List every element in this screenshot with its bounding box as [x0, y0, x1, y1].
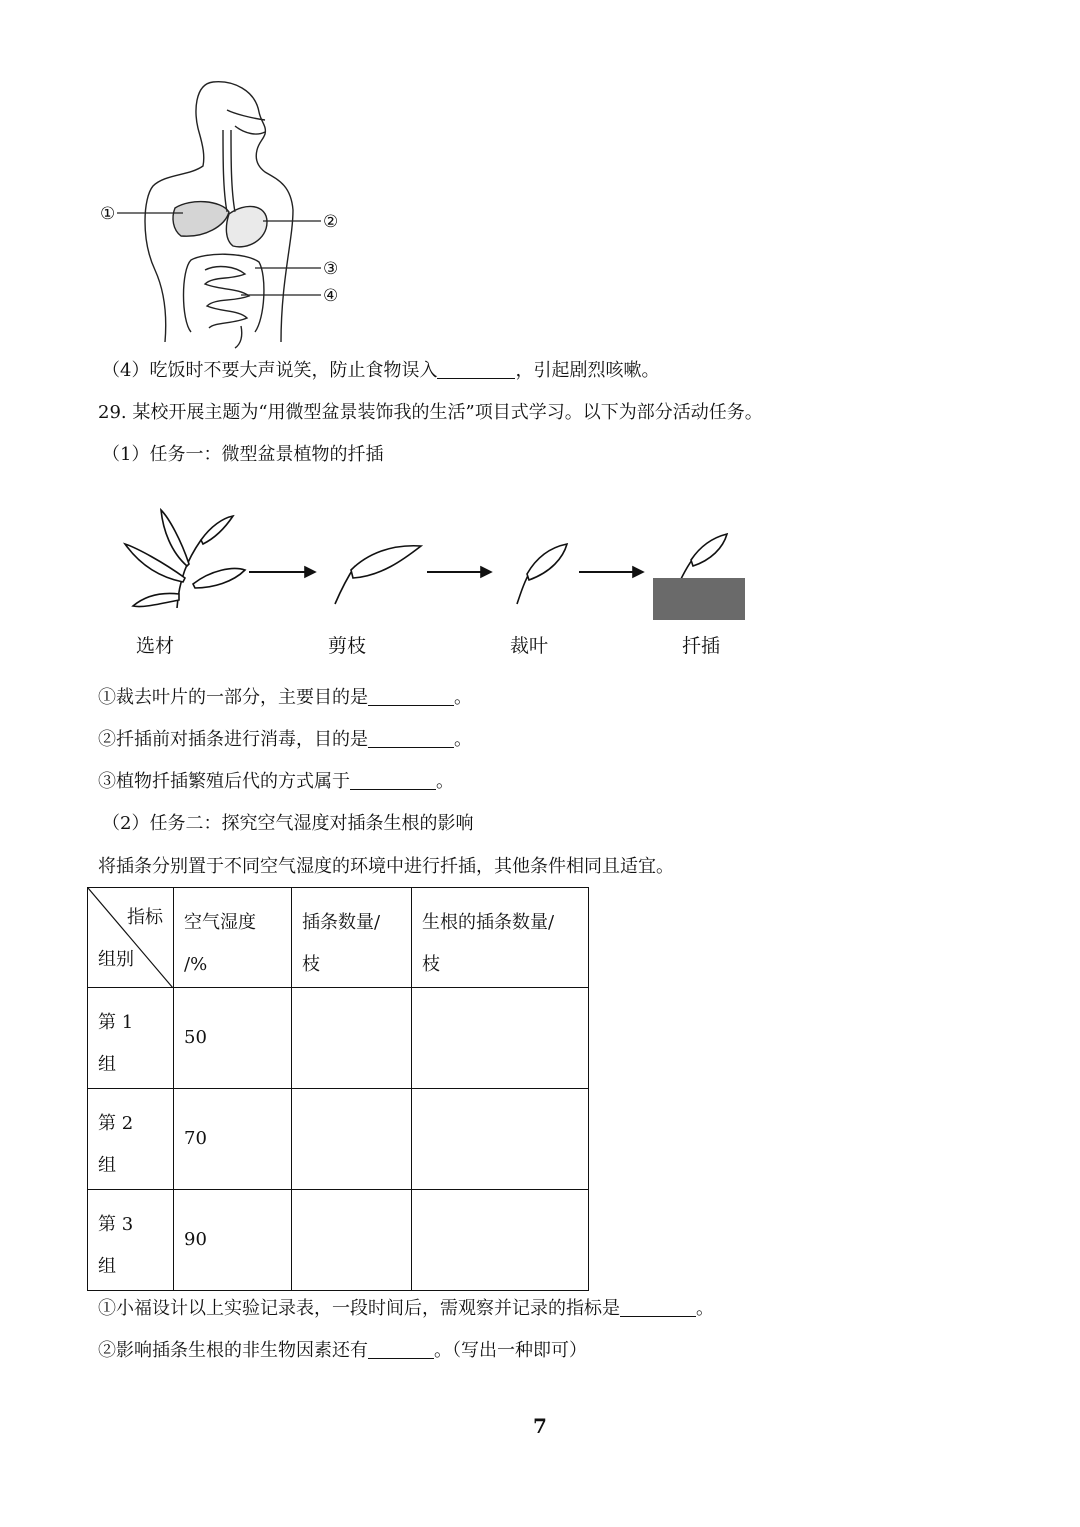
empty-cell[interactable] [412, 1089, 589, 1190]
table-row: 第 3 组 90 [88, 1190, 589, 1291]
empty-cell[interactable] [292, 988, 412, 1089]
step-label-2: 剪枝 [328, 635, 367, 657]
step-label-3: 裁叶 [510, 635, 549, 657]
header-cutting-count: 插条数量/ 枝 [292, 888, 412, 988]
label-4: ④ [323, 286, 339, 306]
empty-cell[interactable] [412, 1190, 589, 1291]
sub-question-5: ②影响插条生根的非生物因素还有 。（写出一种即可） [98, 1340, 587, 1361]
answer-blank[interactable] [437, 360, 515, 379]
label-1: ① [100, 204, 116, 224]
header-rooted-count: 生根的插条数量/ 枝 [412, 888, 589, 988]
corner-top-label: 指标 [127, 907, 163, 928]
task2-description: 将插条分别置于不同空气湿度的环境中进行扦插，其他条件相同且适宜。 [98, 856, 674, 877]
table-row: 第 1 组 50 [88, 988, 589, 1089]
answer-blank[interactable] [368, 729, 454, 748]
label-2: ② [323, 212, 339, 232]
sub-question-3: ③植物扦插繁殖后代的方式属于 。 [98, 771, 454, 792]
label-3: ③ [323, 259, 339, 279]
cutting-process-figure [115, 500, 755, 625]
step-label-4: 扦插 [682, 635, 721, 657]
sub-question-4: ①小福设计以上实验记录表，一段时间后，需观察并记录的指标是 。 [98, 1298, 714, 1319]
header-humidity: 空气湿度 /% [174, 888, 292, 988]
answer-blank[interactable] [350, 771, 436, 790]
task2-title: （2）任务二：探究空气湿度对插条生根的影响 [102, 813, 474, 834]
answer-blank[interactable] [368, 1340, 434, 1359]
table-row: 第 2 组 70 [88, 1089, 589, 1190]
record-table [87, 887, 589, 1291]
answer-blank[interactable] [620, 1298, 696, 1317]
digestive-system-figure [95, 70, 355, 350]
corner-bottom-label: 组别 [98, 949, 134, 970]
q29-stem: 29. 某校开展主题为“用微型盆景装饰我的生活”项目式学习。以下为部分活动任务。 [98, 402, 763, 423]
sub-question-2: ②扦插前对插条进行消毒，目的是 。 [98, 729, 472, 750]
step-label-1: 选材 [136, 635, 175, 657]
task1-title: （1）任务一：微型盆景植物的扦插 [102, 444, 384, 465]
diagonal-line [88, 888, 173, 988]
empty-cell[interactable] [292, 1089, 412, 1190]
q28-4-line: （4）吃饭时不要大声说笑，防止食物误入 ，引起剧烈咳嗽。 [102, 360, 660, 381]
sub-question-1: ①裁去叶片的一部分，主要目的是 。 [98, 687, 472, 708]
page-number: 7 [533, 1414, 547, 1438]
corner-cell [88, 888, 174, 988]
empty-cell[interactable] [292, 1190, 412, 1291]
answer-blank[interactable] [368, 687, 454, 706]
empty-cell[interactable] [412, 988, 589, 1089]
